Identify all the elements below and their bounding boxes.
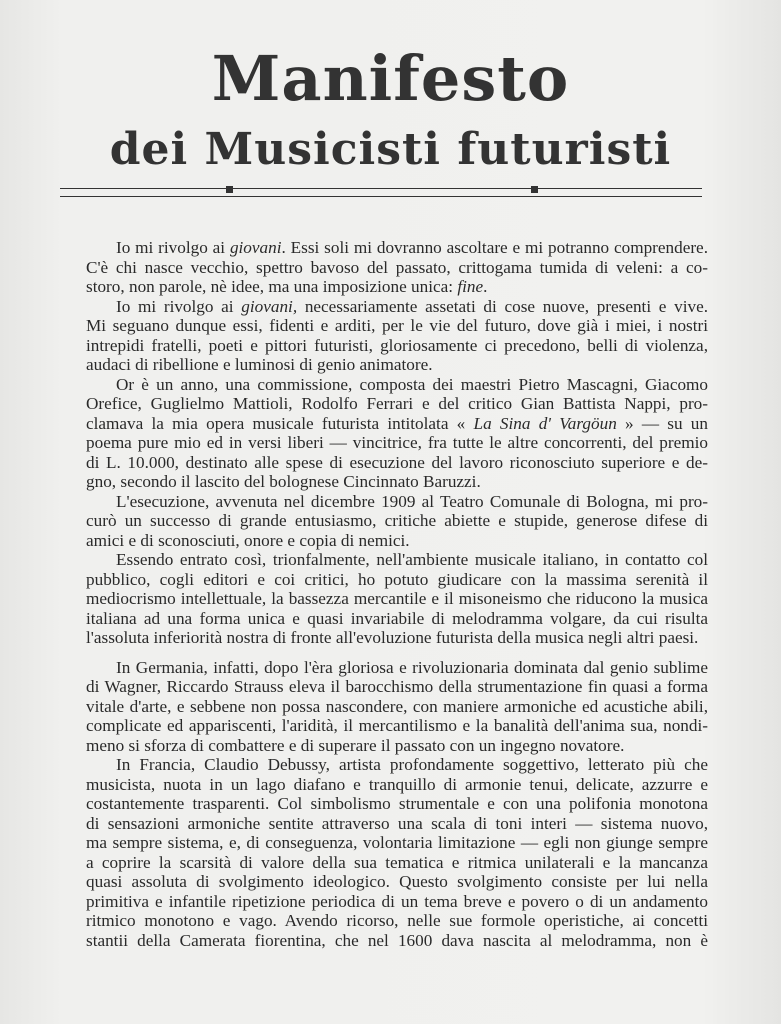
italic-text: fine [457, 277, 484, 296]
italic-text: giovani, [241, 296, 298, 316]
paragraph [86, 658, 708, 756]
title-divider [60, 188, 702, 197]
text-line [86, 336, 708, 356]
paragraph [86, 375, 708, 492]
text-segment: Orefice, Guglielmo Mattioli, Rodolfo Ferrari e del critico Gian Battista Nappi, pro- [86, 394, 708, 413]
text-segment: curò un successo di grande entusiasmo, critiche abiette e stupide, generose difese di [86, 511, 708, 530]
text-line [86, 658, 708, 678]
paragraph [86, 550, 708, 648]
text-segment: intrepidi fratelli, poeti e pittori futuristi, gloriosamente ci precedono, belli di violenza, [86, 335, 708, 355]
text-line [86, 472, 708, 492]
text-line [86, 589, 708, 609]
text-line [86, 775, 708, 795]
divider-ornament [531, 186, 538, 193]
text-segment: vitale d'arte, e sebbene non possa nascondere, con maniere armoniche ed acustiche abili, [86, 696, 708, 716]
text-segment: costantemente trasparenti. Col simbolismo strumentale e con una polifonia monotona [86, 794, 708, 813]
text-segment: primitiva e infantile ripetizione periodica di un tema breve e povero o di un andamento [86, 891, 708, 911]
text-segment: musicista, nuota in un lago diafano e tranquillo di armonie tenui, delicate, azzurre e [86, 774, 708, 794]
text-segment: di Wagner, Riccardo Strauss eleva il barocchismo della strumentazione fin quasi a forma [86, 677, 708, 696]
text-segment: necessariamente assetati di cose nuove, presenti e vive. [297, 296, 708, 316]
text-line [86, 550, 708, 570]
text-line [86, 414, 708, 434]
text-segment: Or è un anno, una commissione, composta dei maestri Pietro Mascagni, Giacomo [116, 374, 708, 394]
manifesto-body [86, 238, 708, 950]
text-segment: Io mi rivolgo ai [116, 238, 230, 257]
paragraph-gap [86, 648, 708, 658]
paragraph [86, 238, 708, 297]
italic-text: giovani [229, 238, 282, 257]
text-line [86, 316, 708, 336]
title-manifesto: Manifesto [211, 42, 570, 115]
text-line [86, 833, 708, 853]
text-line [86, 531, 708, 551]
text-line [86, 375, 708, 395]
text-segment: l'assoluta inferiorità nostra di fronte all'evoluzione futurista della musica negli altri paesi. [86, 628, 699, 647]
text-line [86, 853, 708, 873]
text-line [86, 697, 708, 717]
text-line [86, 716, 708, 736]
text-line [86, 511, 708, 531]
text-segment: storo, non parole, nè idee, ma una imposizione unica: [86, 277, 458, 296]
text-segment: Essendo entrato così, trionfalmente, nell'ambiente musicale italiano, in contatto col [116, 550, 708, 569]
text-line [86, 755, 708, 775]
text-segment: di sensazioni armoniche sentite attraverso una scala di toni interi — sistema nuovo, [86, 813, 708, 833]
text-segment: In Germania, infatti, dopo l'èra gloriosa e rivoluzionaria dominata dal genio sublime [116, 657, 708, 677]
text-line [86, 297, 708, 317]
text-segment: poema pure mio ed in versi liberi — vincitrice, fra tutte le altre concorrenti, del premio [86, 433, 708, 452]
text-line [86, 931, 708, 951]
text-line [86, 258, 708, 278]
text-line [86, 277, 708, 297]
text-segment: di L. 10.000, destinato alle spese di esecuzione del lavoro riconosciuto superiore e de- [86, 452, 708, 472]
text-segment: . [483, 277, 488, 296]
text-segment: gno, secondo il lascito del bolognese Cincinnato Baruzzi. [86, 472, 481, 491]
divider-ornament [226, 186, 233, 193]
text-segment: . Essi soli mi dovranno ascoltare e mi potranno comprendere. [281, 238, 708, 257]
text-segment: a coprire la scarsità di valore della sua tematica e ritmica unilaterali e la mancanza [86, 852, 708, 872]
text-line [86, 570, 708, 590]
text-segment: Mi seguano dunque essi, fidenti e arditi, per le vie del futuro, dove già i miei, i nostri [86, 316, 708, 335]
text-segment: amici e di sconosciuti, onore e copia di nemici. [86, 530, 410, 550]
text-line [86, 628, 708, 648]
italic-text: La Sina d' Vargöun [473, 413, 617, 433]
text-segment: quasi assoluta di svolgimento ideologico. Questo svolgimento consiste per lui nella [86, 872, 708, 891]
text-line [86, 677, 708, 697]
text-line [86, 794, 708, 814]
paragraph [86, 492, 708, 551]
text-line [86, 814, 708, 834]
text-line [86, 892, 708, 912]
text-segment: italiana ad una forma unica e quasi invariabile di melodramma volgare, da cui risulta [86, 608, 708, 628]
text-segment: clamava la mia opera musicale futurista intitolata « [86, 413, 474, 433]
text-line [86, 911, 708, 931]
text-line [86, 238, 708, 258]
text-segment: meno si sforza di combattere e di superare il passato con un ingegno novatore. [86, 735, 625, 755]
text-line [86, 394, 708, 414]
text-segment: mediocrismo intellettuale, la bassezza mercantile e il misoneismo che riducono la musica [86, 589, 708, 608]
title-subtitle: dei Musicisti futuristi [109, 124, 672, 175]
text-line [86, 492, 708, 512]
text-line [86, 609, 708, 629]
text-segment: stantii della Camerata fiorentina, che nel 1600 dava nascita al melodramma, non è [86, 930, 708, 950]
text-segment: C'è chi nasce vecchio, spettro bavoso del passato, crittogama tumida di veleni: a co- [86, 257, 708, 277]
text-segment: In Francia, Claudio Debussy, artista profondamente soggettivo, letterato più che [116, 755, 708, 774]
text-segment: Io mi rivolgo ai [116, 296, 242, 316]
text-segment: ma sempre sistema, e, di conseguenza, volontaria limitazione — egli non giunge sempre [86, 833, 708, 852]
text-segment: complicate ed appariscenti, l'aridità, il mercantilismo e la banalità dell'anima sua, nondi- [86, 716, 708, 735]
text-segment: pubblico, cogli editori e coi critici, ho potuto giudicare con la massima serenità il [86, 569, 708, 589]
text-line [86, 453, 708, 473]
text-line [86, 355, 708, 375]
text-segment: L'esecuzione, avvenuta nel dicembre 1909 al Teatro Comunale di Bologna, mi pro- [116, 491, 708, 511]
paragraph [86, 297, 708, 375]
text-segment: ritmico monotono e vago. Avendo ricorso, nelle sue formole operistiche, ai concetti [86, 911, 708, 930]
text-line [86, 433, 708, 453]
text-line [86, 872, 708, 892]
text-line [86, 736, 708, 756]
paragraph [86, 755, 708, 950]
text-segment: audaci di ribellione e luminosi di genio animatore. [86, 355, 433, 374]
text-segment: » — su un [616, 413, 708, 433]
